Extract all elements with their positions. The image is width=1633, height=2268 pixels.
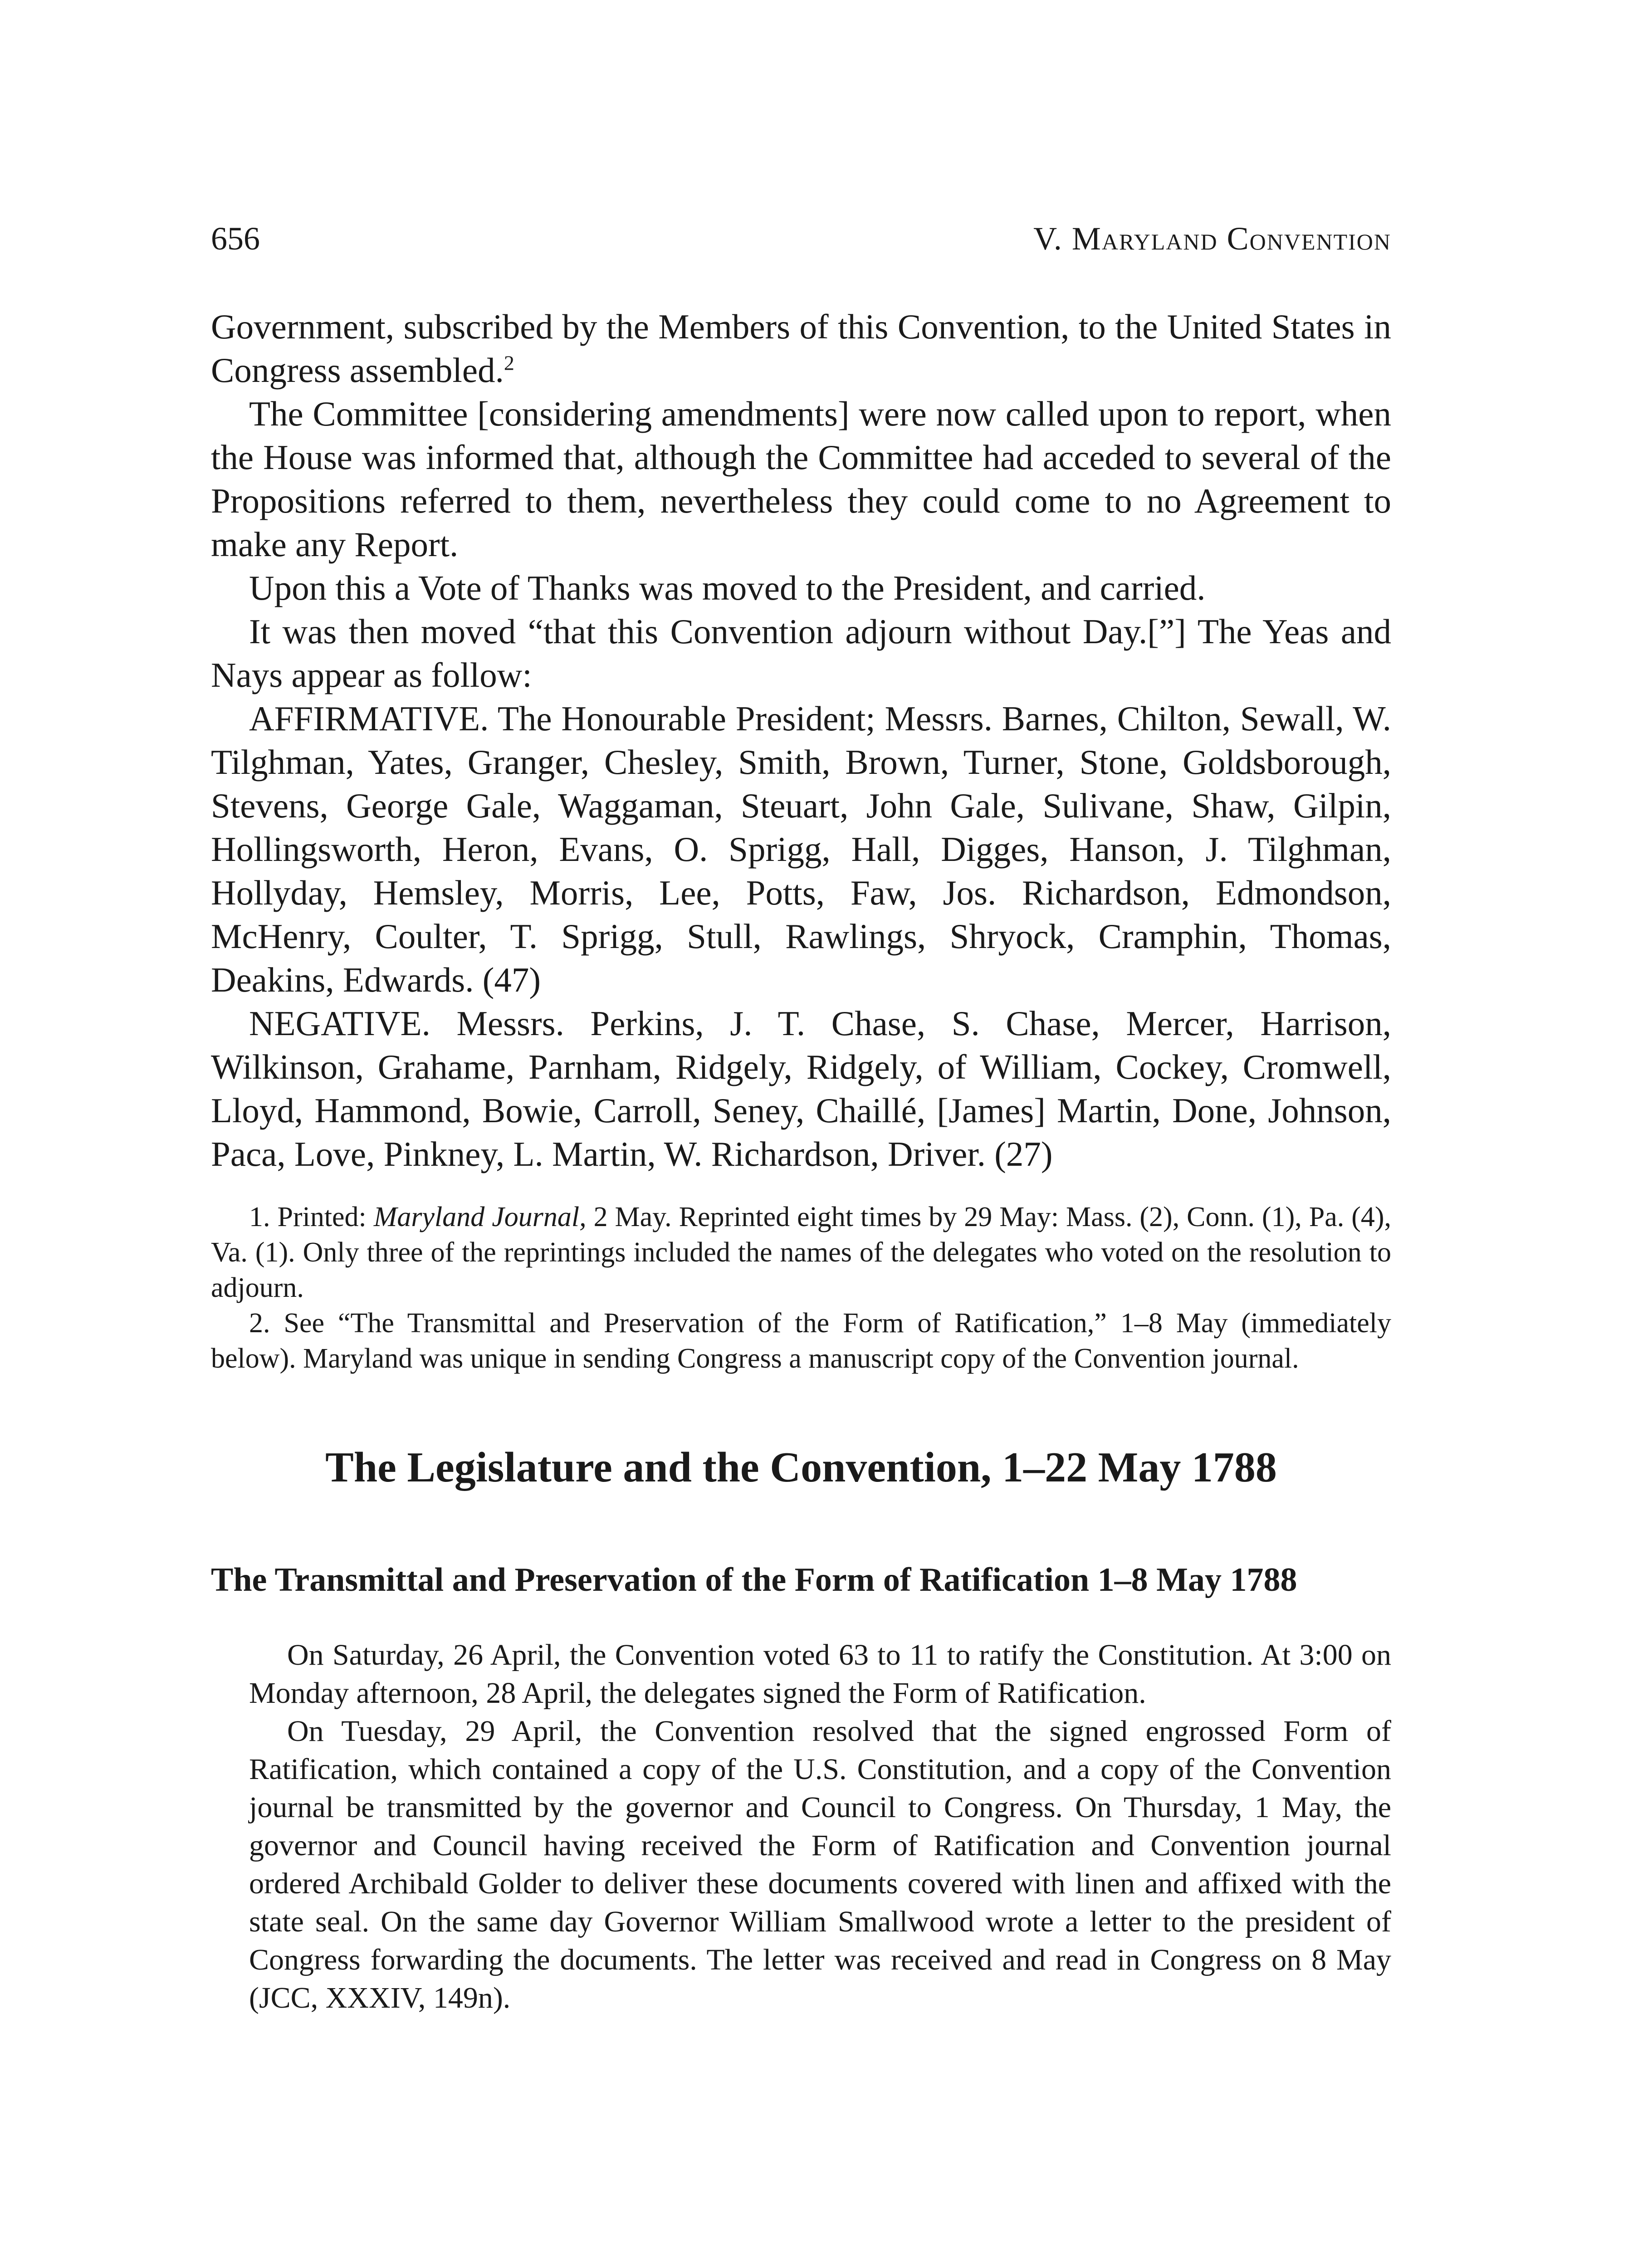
paragraph: Upon this a Vote of Thanks was moved to the President, and carried. bbox=[249, 568, 1206, 607]
paragraph-text: Government, subscribed by the Members of this Convention, to the United States in Congress assembled. bbox=[211, 307, 1391, 390]
document-page bbox=[211, 222, 1391, 2017]
running-title: V. Maryland Convention bbox=[1033, 220, 1391, 257]
subsection-title: The Transmittal and Preservation of the Form of Ratification 1–8 May 1788 bbox=[211, 1561, 1297, 1599]
affirmative-vote-list: AFFIRMATIVE. The Honourable President; Messrs. Barnes, Chilton, Sewall, W. Tilghman, Yates, Granger, Chesley, Smith, Brown, Turner, Stone, Goldsborough, Stevens, George Gale, Waggaman, Steuart, John Gale, Sulivane, Shaw, Gilpin, Hollingsworth, Heron, Evans, O. Sprigg, Hall, Digges, Hanson, J. Tilghman, Hollyday, Hemsley, Morris, Lee, Potts, Faw, Jos. Richardson, Edmondson, McHenry, Coulter, T. Sprigg, Stull, Rawlings, Shryock, Cramphin, Thomas, Deakins, Edwards. (47) bbox=[211, 699, 1391, 999]
section-title: The Legislature and the Convention, 1–22 May 1788 bbox=[325, 1444, 1277, 1491]
running-head bbox=[211, 222, 1391, 255]
footnotes bbox=[211, 1199, 1391, 1376]
footnote: 2. See “The Transmittal and Preservation of the Form of Ratification,” 1–8 May (immediately below). Maryland was unique in sending Congress a manuscript copy of the Convention journal. bbox=[211, 1308, 1391, 1374]
footnote-text: 2 May. Reprinted eight times by 29 May: Mass. (2), Conn. (1), Pa. (4), Va. (1). Only three of the reprintings included the names of the delegates who voted on the resolution to adjourn. bbox=[211, 1202, 1391, 1303]
paragraph: On Tuesday, 29 April, the Convention resolved that the signed engrossed Form of Ratification, which contained a copy of the U.S. Constitution, and a copy of the Convention journal be transmitted by the governor and Council to Congress. On Thursday, 1 May, the governor and Council having received the Form of Ratification and Convention journal ordered Archibald Golder to deliver these documents covered with linen and affixed with the state seal. On the same day Governor William Smallwood wrote a letter to the president of Congress forwarding the documents. The letter was received and read in Congress on 8 May (JCC, XXXIV, 149n). bbox=[249, 1715, 1391, 2015]
paragraph: It was then moved “that this Convention adjourn without Day.[”] The Yeas and Nays appear as follow: bbox=[211, 612, 1391, 694]
footnote-text: 1. Printed: bbox=[249, 1202, 374, 1232]
paragraph: The Committee [considering amendments] were now called upon to report, when the House was informed that, although the Committee had acceded to several of the Propositions referred to them, nevertheless they could come to no Agreement to make any Report. bbox=[211, 394, 1391, 564]
paragraph: On Saturday, 26 April, the Convention voted 63 to 11 to ratify the Constitution. At 3:00 on Monday afternoon, 28 April, the delegates signed the Form of Ratification. bbox=[249, 1638, 1391, 1710]
negative-vote-list: NEGATIVE. Messrs. Perkins, J. T. Chase, S. Chase, Mercer, Harrison, Wilkinson, Grahame, Parnham, Ridgely, Ridgely, of William, Cockey, Cromwell, Lloyd, Hammond, Bowie, Carroll, Seney, Chaillé, [James] Martin, Done, Johnson, Paca, Love, Pinkney, L. Martin, W. Richardson, Driver. (27) bbox=[211, 1004, 1391, 1173]
subsection-body bbox=[211, 1636, 1391, 2017]
main-text bbox=[211, 305, 1391, 1176]
page-number: 656 bbox=[211, 220, 260, 257]
paragraph bbox=[211, 305, 1391, 392]
footnote-reference: 2 bbox=[504, 351, 514, 375]
source-title: Maryland Journal, bbox=[373, 1202, 587, 1232]
footnote bbox=[211, 1199, 1391, 1305]
